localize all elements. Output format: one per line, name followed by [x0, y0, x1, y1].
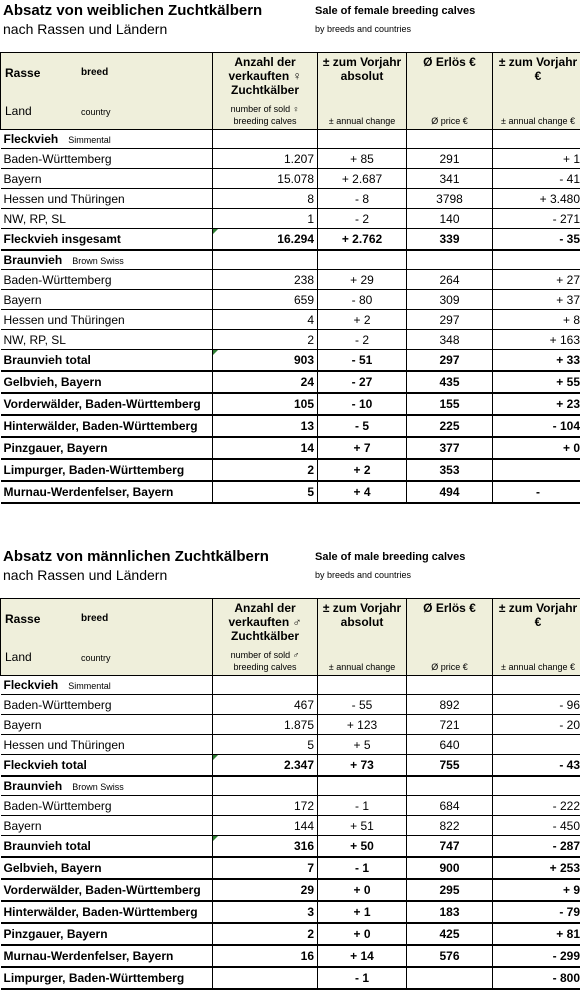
section-title-en: Sale of male breeding calves	[315, 551, 466, 563]
row-change: + 85	[318, 149, 407, 169]
row-price: 341	[407, 169, 493, 189]
table-row	[1, 695, 580, 715]
row-price: 309	[407, 290, 493, 310]
row-count: 8	[213, 189, 318, 209]
header-change-cell	[318, 53, 407, 130]
header-pchange: ± zum Vorjahr €	[498, 601, 578, 629]
row-count: 1.207	[213, 149, 318, 169]
section-subtitle: nach Rassen und Ländern	[3, 21, 168, 37]
row-count: 4	[213, 310, 318, 330]
group-total-row	[1, 350, 580, 372]
total-count: 316	[213, 836, 318, 858]
row-price: 822	[407, 816, 493, 836]
table-row	[1, 715, 580, 735]
header-count-cell	[213, 599, 318, 676]
breed-price-change: - 104	[493, 415, 580, 437]
row-price-change: + 27	[493, 270, 580, 290]
header-rasse: Rasse	[5, 612, 41, 626]
breed-count	[213, 967, 318, 989]
breed-change: - 27	[318, 371, 407, 393]
group-name: Fleckvieh	[3, 678, 59, 692]
breed-price-change: - 79	[493, 901, 580, 923]
breed-price-change: + 23	[493, 393, 580, 415]
group-name-en: Simmental	[68, 135, 111, 145]
group-name-en: Brown Swiss	[72, 782, 124, 792]
breed-label: Murnau-Werdenfelser, Bayern	[1, 481, 213, 503]
header-pchange-cell	[493, 53, 580, 130]
breed-summary-row	[1, 415, 580, 437]
header-breed: breed	[81, 613, 109, 624]
total-label: Fleckvieh total	[1, 755, 213, 777]
breed-change: - 10	[318, 393, 407, 415]
header-change: ± zum Vorjahr absolut	[322, 55, 402, 83]
breed-price-change: - 299	[493, 945, 580, 967]
breed-summary-row	[1, 459, 580, 481]
row-price: 640	[407, 735, 493, 755]
breed-count: 105	[213, 393, 318, 415]
row-price-change: - 41	[493, 169, 580, 189]
row-count: 15.078	[213, 169, 318, 189]
breed-summary-row	[1, 901, 580, 923]
header-price-en: Ø price €	[431, 662, 468, 672]
breed-count: 13	[213, 415, 318, 437]
breed-summary-row	[1, 967, 580, 989]
breed-count: 2	[213, 923, 318, 945]
group-name-en: Brown Swiss	[72, 256, 124, 266]
breed-count: 16	[213, 945, 318, 967]
row-change: - 8	[318, 189, 407, 209]
group-header-row	[1, 130, 580, 149]
breed-change: + 7	[318, 437, 407, 459]
section-title: Absatz von männlichen Zuchtkälbern	[3, 548, 269, 565]
breed-change: - 1	[318, 967, 407, 989]
section-title-block	[0, 546, 580, 598]
row-price: 721	[407, 715, 493, 735]
header-change: ± zum Vorjahr absolut	[322, 601, 402, 629]
table-header	[1, 53, 580, 130]
breed-label: Gelbvieh, Bayern	[1, 857, 213, 879]
header-land: Land	[5, 650, 32, 664]
table-row	[1, 149, 580, 169]
breed-count: 29	[213, 879, 318, 901]
header-pchange: ± zum Vorjahr €	[498, 55, 578, 83]
header-price: Ø Erlös €	[423, 601, 476, 615]
total-price-change: - 43	[493, 755, 580, 777]
header-country: country	[81, 107, 111, 117]
male-calves-section	[0, 546, 580, 990]
row-count: 172	[213, 796, 318, 816]
row-price-change: + 3.480	[493, 189, 580, 209]
breed-change: + 2	[318, 459, 407, 481]
table-row	[1, 796, 580, 816]
breed-label: Gelbvieh, Bayern	[1, 371, 213, 393]
header-rasse: Rasse	[5, 66, 41, 80]
header-breed-cell	[1, 599, 213, 676]
header-price-cell	[407, 599, 493, 676]
sales-table	[0, 598, 580, 990]
breed-summary-row	[1, 857, 580, 879]
breed-summary-row	[1, 481, 580, 503]
row-change: - 2	[318, 209, 407, 229]
breed-label: Hinterwälder, Baden-Württemberg	[1, 901, 213, 923]
row-price-change: + 8	[493, 310, 580, 330]
header-count: Anzahl der verkauften ♂ Zuchtkälber	[228, 601, 302, 643]
table-header	[1, 599, 580, 676]
total-price: 339	[407, 229, 493, 251]
total-label: Braunvieh total	[1, 350, 213, 372]
row-change: - 2	[318, 330, 407, 350]
row-price: 291	[407, 149, 493, 169]
breed-price-change: + 253	[493, 857, 580, 879]
section-title: Absatz von weiblichen Zuchtkälbern	[3, 2, 263, 19]
row-change: + 29	[318, 270, 407, 290]
breed-price-change: + 81	[493, 923, 580, 945]
total-change: - 51	[318, 350, 407, 372]
row-land: Bayern	[1, 169, 213, 189]
row-count: 659	[213, 290, 318, 310]
breed-change: + 4	[318, 481, 407, 503]
header-price-en: Ø price €	[431, 116, 468, 126]
row-land: Baden-Württemberg	[1, 149, 213, 169]
breed-count: 2	[213, 459, 318, 481]
row-price: 684	[407, 796, 493, 816]
row-price: 892	[407, 695, 493, 715]
section-subtitle: nach Rassen und Ländern	[3, 567, 168, 583]
breed-label: Pinzgauer, Bayern	[1, 923, 213, 945]
section-title-block	[0, 0, 580, 52]
row-land: Baden-Württemberg	[1, 695, 213, 715]
group-name: Braunvieh	[3, 253, 63, 267]
breed-price-change	[493, 459, 580, 481]
breed-change: - 5	[318, 415, 407, 437]
breed-label: Hinterwälder, Baden-Württemberg	[1, 415, 213, 437]
total-price-change: - 35	[493, 229, 580, 251]
row-price: 264	[407, 270, 493, 290]
header-breed-cell	[1, 53, 213, 130]
breed-count: 7	[213, 857, 318, 879]
header-price-cell	[407, 53, 493, 130]
breed-label: Murnau-Werdenfelser, Bayern	[1, 945, 213, 967]
breed-price: 295	[407, 879, 493, 901]
header-count: Anzahl der verkauften ♀ Zuchtkälber	[228, 55, 302, 97]
row-price-change: - 271	[493, 209, 580, 229]
breed-price: 225	[407, 415, 493, 437]
header-land: Land	[5, 104, 32, 118]
breed-label: Pinzgauer, Bayern	[1, 437, 213, 459]
total-price-change: + 33	[493, 350, 580, 372]
breed-price: 576	[407, 945, 493, 967]
header-pchange-en: ± annual change €	[501, 662, 575, 672]
group-name-en: Simmental	[68, 681, 111, 691]
header-country: country	[81, 653, 111, 663]
breed-price: 425	[407, 923, 493, 945]
row-land: Bayern	[1, 290, 213, 310]
breed-price-change: + 55	[493, 371, 580, 393]
breed-change: - 1	[318, 857, 407, 879]
row-price: 348	[407, 330, 493, 350]
row-price-change	[493, 735, 580, 755]
breed-summary-row	[1, 393, 580, 415]
row-land: Baden-Württemberg	[1, 796, 213, 816]
row-price: 3798	[407, 189, 493, 209]
header-count-en: number of sold ♀ breeding calves	[230, 104, 300, 126]
row-price-change: - 96	[493, 695, 580, 715]
row-count: 1.875	[213, 715, 318, 735]
row-price-change: + 37	[493, 290, 580, 310]
section-subtitle-en: by breeds and countries	[315, 24, 412, 34]
row-count: 5	[213, 735, 318, 755]
total-price: 755	[407, 755, 493, 777]
row-change: + 2.687	[318, 169, 407, 189]
header-pchange-en: ± annual change €	[501, 116, 575, 126]
breed-price: 155	[407, 393, 493, 415]
total-price: 747	[407, 836, 493, 858]
row-change: - 1	[318, 796, 407, 816]
row-land: Hessen und Thüringen	[1, 189, 213, 209]
total-count: 16.294	[213, 229, 318, 251]
section-subtitle-en: by breeds and countries	[315, 570, 412, 580]
breed-summary-row	[1, 437, 580, 459]
breed-label: Vorderwälder, Baden-Württemberg	[1, 879, 213, 901]
header-count-en: number of sold ♂ breeding calves	[230, 650, 300, 672]
total-count: 2.347	[213, 755, 318, 777]
breed-summary-row	[1, 945, 580, 967]
row-land: Bayern	[1, 816, 213, 836]
row-change: + 2	[318, 310, 407, 330]
table-row	[1, 270, 580, 290]
row-price-change: - 450	[493, 816, 580, 836]
breed-change: + 0	[318, 879, 407, 901]
header-change-en: ± annual change	[328, 662, 396, 672]
group-name: Fleckvieh	[3, 132, 59, 146]
breed-label: Vorderwälder, Baden-Württemberg	[1, 393, 213, 415]
group-name: Braunvieh	[3, 779, 63, 793]
breed-price-change: - 800	[493, 967, 580, 989]
row-change: + 5	[318, 735, 407, 755]
header-change-en: ± annual change	[328, 116, 396, 126]
table-row	[1, 330, 580, 350]
row-price: 297	[407, 310, 493, 330]
row-price-change: + 163	[493, 330, 580, 350]
table-row	[1, 209, 580, 229]
group-header-row	[1, 776, 580, 796]
row-price-change: + 1	[493, 149, 580, 169]
total-label: Fleckvieh insgesamt	[1, 229, 213, 251]
row-change: - 80	[318, 290, 407, 310]
breed-price: 900	[407, 857, 493, 879]
row-land: Baden-Württemberg	[1, 270, 213, 290]
row-price-change: - 222	[493, 796, 580, 816]
breed-price: 353	[407, 459, 493, 481]
group-header-row	[1, 676, 580, 695]
row-price: 140	[407, 209, 493, 229]
header-change-cell	[318, 599, 407, 676]
total-count: 903	[213, 350, 318, 372]
row-land: NW, RP, SL	[1, 209, 213, 229]
row-count: 1	[213, 209, 318, 229]
total-price-change: - 287	[493, 836, 580, 858]
header-breed: breed	[81, 67, 109, 78]
row-price-change: - 20	[493, 715, 580, 735]
table-row	[1, 735, 580, 755]
row-land: Hessen und Thüringen	[1, 310, 213, 330]
group-total-row	[1, 755, 580, 777]
breed-price-change: + 9	[493, 879, 580, 901]
breed-change: + 1	[318, 901, 407, 923]
table-row	[1, 290, 580, 310]
breed-price: 494	[407, 481, 493, 503]
group-header-row	[1, 250, 580, 270]
breed-price-change: -	[493, 481, 580, 503]
row-count: 144	[213, 816, 318, 836]
breed-count: 14	[213, 437, 318, 459]
row-change: + 123	[318, 715, 407, 735]
row-count: 2	[213, 330, 318, 350]
breed-price: 435	[407, 371, 493, 393]
breed-change: + 14	[318, 945, 407, 967]
sales-table	[0, 52, 580, 504]
header-count-cell	[213, 53, 318, 130]
breed-change: + 0	[318, 923, 407, 945]
header-pchange-cell	[493, 599, 580, 676]
breed-summary-row	[1, 923, 580, 945]
breed-price: 377	[407, 437, 493, 459]
total-change: + 2.762	[318, 229, 407, 251]
header-price: Ø Erlös €	[423, 55, 476, 69]
total-change: + 73	[318, 755, 407, 777]
breed-summary-row	[1, 371, 580, 393]
breed-label: Limpurger, Baden-Württemberg	[1, 459, 213, 481]
breed-count: 5	[213, 481, 318, 503]
breed-count: 3	[213, 901, 318, 923]
total-change: + 50	[318, 836, 407, 858]
breed-label: Limpurger, Baden-Württemberg	[1, 967, 213, 989]
breed-price-change: + 0	[493, 437, 580, 459]
row-land: Hessen und Thüringen	[1, 735, 213, 755]
breed-count: 24	[213, 371, 318, 393]
row-count: 238	[213, 270, 318, 290]
total-label: Braunvieh total	[1, 836, 213, 858]
table-row	[1, 169, 580, 189]
group-total-row	[1, 229, 580, 251]
breed-price	[407, 967, 493, 989]
row-change: - 55	[318, 695, 407, 715]
group-total-row	[1, 836, 580, 858]
breed-summary-row	[1, 879, 580, 901]
table-row	[1, 189, 580, 209]
row-change: + 51	[318, 816, 407, 836]
table-row	[1, 816, 580, 836]
row-count: 467	[213, 695, 318, 715]
row-land: Bayern	[1, 715, 213, 735]
section-title-en: Sale of female breeding calves	[315, 5, 476, 17]
breed-price: 183	[407, 901, 493, 923]
row-land: NW, RP, SL	[1, 330, 213, 350]
table-row	[1, 310, 580, 330]
total-price: 297	[407, 350, 493, 372]
